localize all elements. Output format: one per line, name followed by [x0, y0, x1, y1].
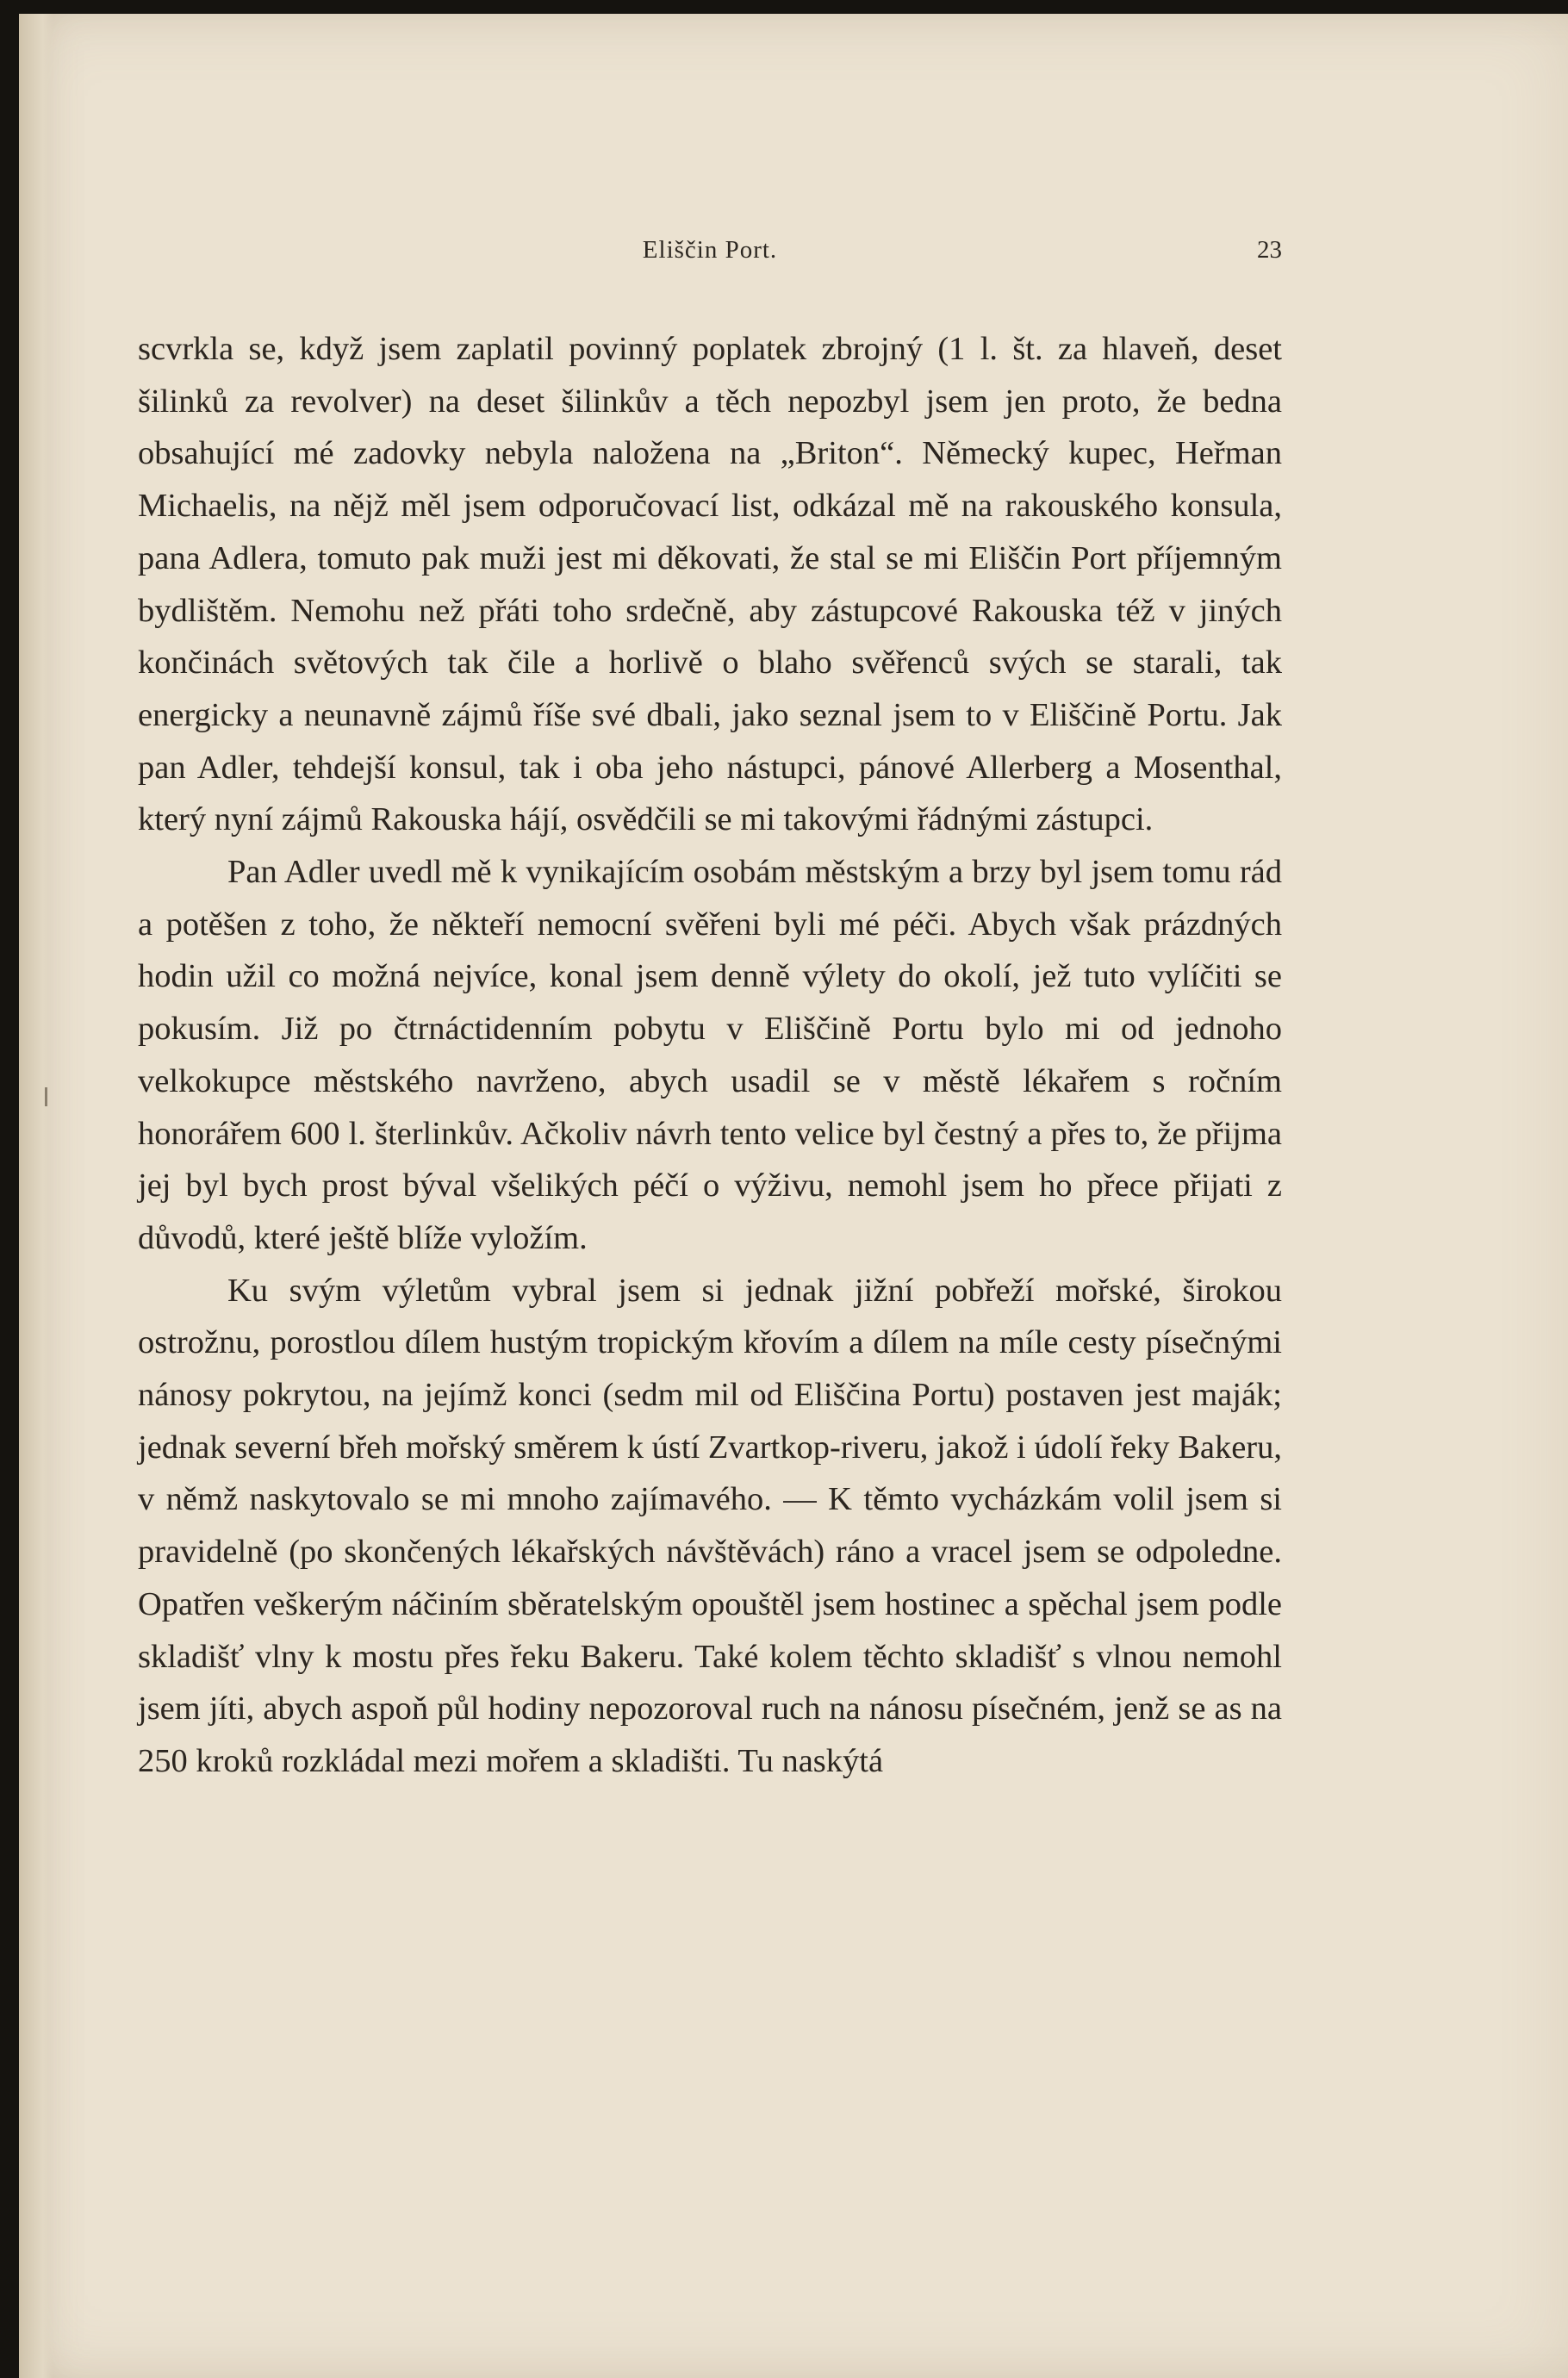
page-spine-shadow — [19, 14, 53, 2378]
paragraph-2: Pan Adler uvedl mě k vynikajícím osobám městským a brzy byl jsem tomu rád a potěšen z toho, že někteří nemocní svěřeni byli mé péči. Abych však prázdných hodin užil co možná nejvíce, konal jsem denně výlety do okolí, jež tuto vylíčiti se pokusím. Již po čtrnáctidenním pobytu v Eliščině Portu bylo mi od jednoho velkokupce městského navrženo, abych usadil se v městě lékařem s ročním honorářem 600 l. šterlinkův. Ačkoliv návrh tento velice byl čestný a přes to, že přijma jej byl bych prost býval všelikých péčí o výživu, nemohl jsem ho přece přijati z důvodů, které ještě blíže vyložím. — [138, 854, 1282, 1256]
paragraph-3: Ku svým výletům vybral jsem si jednak jižní pobřeží mořské, širokou ostrožnu, porostlou dílem hustým tropickým křovím a dílem na míle cesty písečnými nánosy pokrytou, na jejímž konci (sedm mil od Eliščina Portu) postaven jest maják; jednak severní břeh mořský směrem k ústí Zvartkop-riveru, jakož i údolí řeky Bakeru, v němž naskytovalo se mi mnoho zajímavého. — K těmto vycházkám volil jsem si pravidelně (po skončených lékařských návštěvách) ráno a vracel jsem se odpoledne. Opatřen veškerým náčiním sběratelským opouštěl jsem hostinec a spěchal jsem podle skladišť vlny k mostu přes řeku Bakeru. Také kolem těchto skladišť s vlnou nemohl jsem jíti, abych aspoň půl hodiny nepozoroval ruch na nánosu písečném, jenž se as na 250 kroků rozkládal mezi mořem a skladišti. Tu naskýtá — [138, 1272, 1282, 1779]
page-number: 23 — [1257, 236, 1282, 264]
running-header — [138, 236, 1282, 271]
paragraph-1: scvrkla se, když jsem zaplatil povinný poplatek zbrojný (1 l. št. za hlaveň, deset šilinků za revolver) na deset šilinkův a těch nepozbyl jsem jen proto, že bedna obsahující mé zadovky nebyla naložena na „Briton“. Německý kupec, Heřman Michaelis, na nějž měl jsem odporučovací list, odkázal mě na rakouského konsula, pana Adlera, tomuto pak muži jest mi děkovati, že stal se mi Eliščin Port příjemným bydlištěm. Nemohu než přáti toho srdečně, aby zástupcové Rakouska též v jiných končinách světových tak čile a horlivě o blaho svěřenců svých se starali, tak energicky a neunavně zájmů říše své dbali, jako seznal jsem to v Eliščině Portu. Jak pan Adler, tehdejší konsul, tak i oba jeho nástupci, pánové Allerberg a Mosenthal, který nyní zájmů Rakouska hájí, osvědčili se mi takovými řádnými zástupci. — [138, 331, 1282, 838]
body-text — [138, 323, 1282, 1788]
margin-mark — [45, 1087, 47, 1106]
running-title: Eliščin Port. — [642, 236, 778, 264]
